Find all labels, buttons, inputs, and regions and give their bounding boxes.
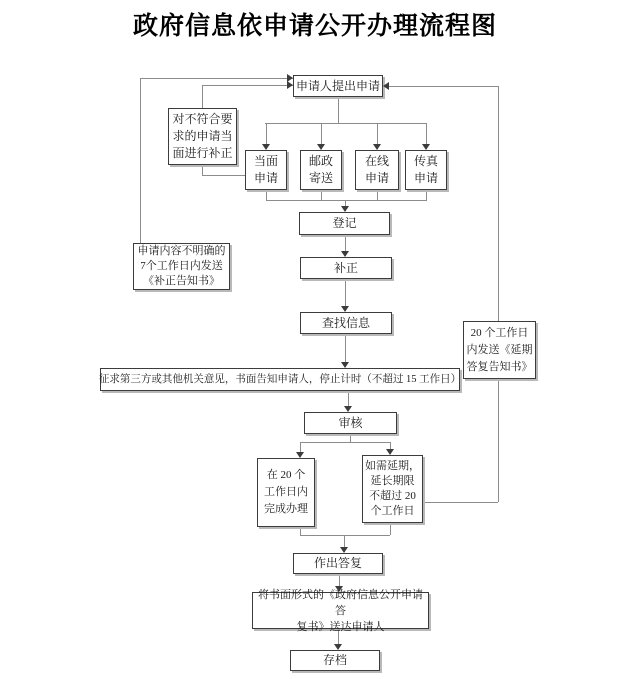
arrow-down-icon [334,644,342,650]
node-line: 申请 [253,171,278,185]
arrow-down-icon [296,452,304,458]
node-register: 登记 [299,212,390,235]
node-method-mail [300,150,342,190]
node-line: 面进行补正 [172,146,233,160]
connector-line [140,78,293,79]
connector-line [350,434,351,442]
connector-line [300,442,390,443]
connector-line [140,78,141,243]
node-line: 个工作日 [370,505,415,517]
node-line: 20 个工作日 [470,326,529,339]
node-method-inperson [245,150,287,190]
node-line: 如需延期， [365,460,420,472]
node-line: 复书》送达申请人 [296,620,385,633]
arrow-down-icon [344,406,352,412]
node-unclear-notice [133,243,230,290]
node-reply: 作出答复 [293,553,383,574]
arrow-down-icon [373,144,381,150]
node-line: 答复告知书》 [466,360,533,373]
node-line: 在线 [364,154,389,168]
node-review: 审核 [304,412,397,434]
node-line: 对不符合要 [172,112,233,126]
connector-line [426,190,427,200]
arrow-right-icon [287,81,293,89]
node-line: 当面 [253,154,278,168]
node-line: 求的申请当 [172,129,233,143]
node-line: 申请 [413,171,438,185]
arrow-down-icon [386,449,394,455]
arrow-down-icon [317,144,325,150]
arrow-left-icon [383,82,389,90]
connector-line [300,527,301,535]
arrow-down-icon [341,251,349,257]
node-line: 不超过 20 [369,490,416,502]
node-line: 邮政 [308,154,333,168]
connector-line [300,535,390,536]
node-line: 《补正告知书》 [143,275,220,287]
node-onsite-fix [168,108,237,165]
node-apply: 申请人提出申请 [293,75,383,97]
connector-line [498,379,499,502]
connector-line [266,190,267,200]
node-line: 寄送 [308,171,333,185]
node-correct: 补正 [300,257,392,279]
connector-line [423,502,498,503]
node-complete-within-20-days [257,458,315,527]
arrow-down-icon [341,206,349,212]
connector-line [202,164,203,175]
node-line: 完成办理 [264,503,308,515]
node-line: 工作日内 [264,486,308,498]
connector-line [390,523,391,535]
node-search-info: 查找信息 [300,312,392,334]
connector-line [498,86,499,321]
node-archive: 存档 [290,650,380,671]
connector-line [377,190,378,200]
node-line: 申请 [364,171,389,185]
node-delay-notice [463,321,536,379]
connector-line [202,85,293,86]
node-method-fax [405,150,447,190]
connector-line [202,175,245,176]
connector-line [265,123,427,124]
node-line: 将书面形式的《政府信息公开申请答 [258,588,423,617]
arrow-down-icon [335,586,343,592]
connector-line [266,200,427,201]
arrow-down-icon [341,306,349,312]
node-consult-third-party: 征求第三方或其他机关意见，书面告知申请人，停止计时（不超过 15 工作日） [100,368,460,391]
connector-line [338,97,339,123]
node-extend-deadline [362,455,423,523]
connector-line [383,86,498,87]
node-method-online [355,150,399,190]
node-line: 申请内容不明确的 [137,245,226,257]
node-line: 传真 [413,154,438,168]
connector-line [321,190,322,200]
node-line: 7个工作日内发送 [140,260,223,272]
node-deliver-reply [252,588,429,633]
arrow-down-icon [422,144,430,150]
arrow-down-icon [340,547,348,553]
arrow-down-icon [341,362,349,368]
page-title: 政府信息依申请公开办理流程图 [132,13,497,40]
connector-line [202,85,203,108]
arrow-down-icon [262,144,270,150]
node-line: 在 20 个 [266,469,306,481]
node-line: 内发送《延期 [466,343,533,356]
node-line: 延长期限 [370,475,415,487]
